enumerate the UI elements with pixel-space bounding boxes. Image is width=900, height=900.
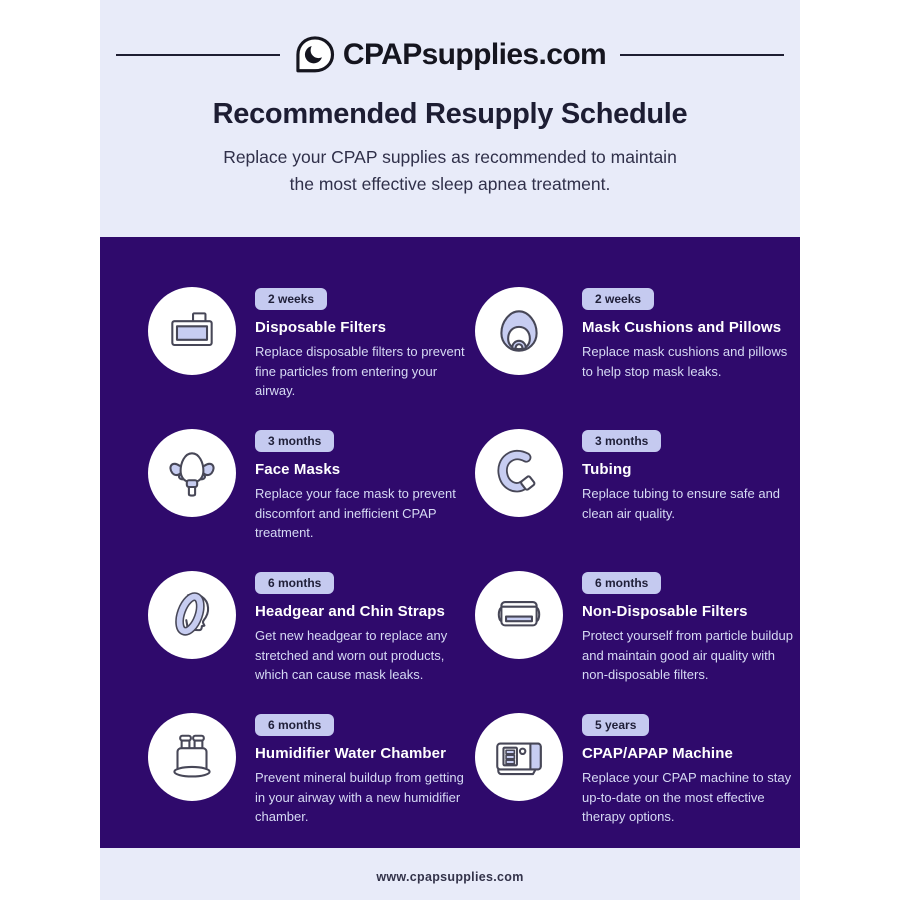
- icon-circle: [148, 429, 236, 517]
- header-section: [100, 0, 800, 237]
- item-title: Headgear and Chin Straps: [255, 603, 445, 621]
- item-description: Replace your CPAP machine to stay up-to-date on the most effective therapy options.: [582, 770, 792, 824]
- item-title: Disposable Filters: [255, 319, 387, 337]
- icon-circle: [475, 571, 563, 659]
- brand-logo: [294, 34, 606, 76]
- interval-badge: 6 months: [255, 572, 334, 594]
- interval-badge: 5 years: [582, 714, 649, 736]
- interval-badge: 2 weeks: [255, 288, 327, 310]
- icon-circle: [475, 287, 563, 375]
- schedule-item-mask-cushions: [475, 287, 802, 429]
- item-title: CPAP/APAP Machine: [582, 745, 733, 763]
- icon-circle: [148, 287, 236, 375]
- item-description: Replace your face mask to prevent discomfort and inefficient CPAP treatment.: [255, 486, 456, 540]
- cpap-machine-icon: [490, 728, 548, 786]
- item-description: Replace mask cushions and pillows to help stop mask leaks.: [582, 344, 788, 379]
- schedule-item-tubing: [475, 429, 802, 571]
- footer-section: [100, 848, 800, 900]
- interval-badge: 3 months: [255, 430, 334, 452]
- interval-badge: 6 months: [255, 714, 334, 736]
- schedule-grid: [148, 287, 793, 855]
- infographic-sheet: [100, 0, 800, 900]
- tubing-icon: [490, 444, 548, 502]
- item-description: Replace tubing to ensure safe and clean air quality.: [582, 486, 781, 521]
- face-mask-icon: [163, 444, 221, 502]
- item-title: Tubing: [582, 461, 632, 479]
- disposable-filter-icon: [163, 302, 221, 360]
- subtitle-line-1: Replace your CPAP supplies as recommended to maintain: [223, 147, 677, 167]
- right-divider-line: [620, 54, 784, 56]
- subtitle-line-2: the most effective sleep apnea treatment.: [289, 174, 611, 195]
- interval-badge: 2 weeks: [582, 288, 654, 310]
- item-description: Prevent mineral buildup from getting in your airway with a new humidifier chamber.: [255, 770, 464, 824]
- brand-logo-text: CPAPsupplies.com: [342, 38, 607, 71]
- humidifier-chamber-icon: [163, 728, 221, 786]
- non-disposable-filter-icon: [490, 586, 548, 644]
- item-title: Humidifier Water Chamber: [255, 745, 447, 763]
- item-title: Non-Disposable Filters: [582, 603, 748, 621]
- schedule-item-headgear: [148, 571, 475, 713]
- icon-circle: [148, 713, 236, 801]
- schedule-item-non-disposable-filters: [475, 571, 802, 713]
- interval-badge: 3 months: [582, 430, 661, 452]
- schedule-item-humidifier-chamber: [148, 713, 475, 855]
- item-description: Protect yourself from particle buildup and maintain good air quality with non-disposable filters.: [582, 628, 793, 682]
- schedule-section: [100, 237, 800, 848]
- icon-circle: [148, 571, 236, 659]
- page-subtitle: [100, 144, 800, 198]
- left-divider-line: [116, 54, 280, 56]
- logo-row: [100, 34, 800, 76]
- item-title: Mask Cushions and Pillows: [582, 319, 782, 337]
- page-title: Recommended Resupply Schedule: [212, 98, 688, 130]
- schedule-item-cpap-machine: [475, 713, 802, 855]
- schedule-item-face-masks: [148, 429, 475, 571]
- moon-chat-bubble-icon: [294, 34, 336, 76]
- icon-circle: [475, 713, 563, 801]
- footer-url: www.cpapsupplies.com: [376, 870, 524, 884]
- schedule-item-disposable-filters: [148, 287, 475, 429]
- headgear-chin-strap-icon: [163, 586, 221, 644]
- item-title: Face Masks: [255, 461, 341, 479]
- interval-badge: 6 months: [582, 572, 661, 594]
- mask-cushion-icon: [490, 302, 548, 360]
- icon-circle: [475, 429, 563, 517]
- item-description: Replace disposable filters to prevent fine particles from entering your airway.: [255, 344, 465, 398]
- item-description: Get new headgear to replace any stretched and worn out products, which can cause mask leaks.: [255, 628, 448, 682]
